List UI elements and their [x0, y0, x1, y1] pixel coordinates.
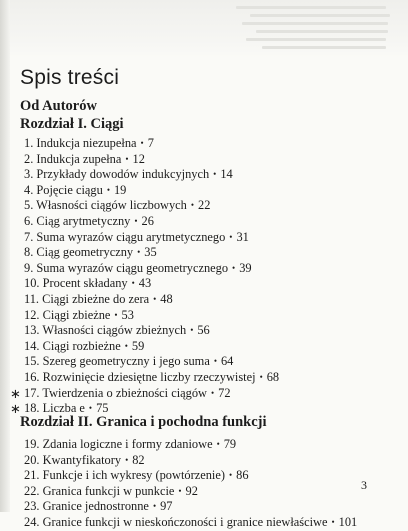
entry-page-number: 72 — [218, 385, 231, 400]
entry-page-number: 31 — [236, 229, 249, 244]
entry-page-number: 64 — [220, 354, 234, 369]
bullet-separator-icon: • — [178, 485, 182, 496]
entry-number: 23. — [24, 499, 40, 514]
entry-number: 14. — [24, 338, 40, 353]
bullet-separator-icon: • — [125, 454, 129, 465]
entry-page-number: 92 — [185, 483, 198, 498]
toc-title: Spis treści — [20, 66, 120, 89]
page-number: 3 — [361, 478, 367, 492]
entry-page-number: 53 — [121, 307, 134, 322]
toc-entry — [24, 167, 394, 183]
toc-entry — [24, 152, 394, 168]
bullet-separator-icon: • — [131, 278, 135, 289]
entry-number: 12. — [24, 307, 40, 322]
entry-number: 3. — [24, 167, 34, 182]
entry-page-number: 22 — [198, 198, 211, 213]
entry-number: 18. — [24, 401, 40, 416]
bullet-separator-icon: • — [229, 231, 233, 242]
bullet-separator-icon: • — [228, 470, 233, 481]
bullet-separator-icon: • — [232, 262, 236, 273]
entry-title: Indukcja zupełna — [36, 151, 122, 166]
bullet-separator-icon: • — [211, 387, 215, 398]
entry-title: Kwantyfikatory — [42, 452, 122, 467]
toc-entry — [24, 308, 394, 324]
entry-page-number: 19 — [113, 182, 127, 197]
bullet-separator-icon: • — [190, 325, 194, 336]
entry-page-number: 56 — [197, 323, 210, 338]
entry-page-number: 82 — [132, 452, 145, 467]
show-through-line — [246, 38, 386, 41]
chapter-1-entry-list — [10, 136, 394, 417]
entry-number: 17. — [24, 385, 40, 400]
bullet-separator-icon: • — [216, 439, 220, 449]
bullet-separator-icon: • — [106, 184, 110, 195]
entry-page-number: 12 — [132, 151, 145, 166]
entry-page-number: 48 — [160, 291, 173, 306]
bullet-separator-icon: • — [114, 309, 118, 320]
entry-title: Ciągi zbieżne do zera — [42, 291, 150, 306]
entry-page-number: 79 — [223, 437, 237, 451]
bullet-separator-icon: • — [140, 138, 144, 148]
toc-entry — [24, 261, 394, 277]
section-heading-preface: Od Autorów — [20, 98, 97, 114]
bullet-separator-icon: • — [213, 169, 217, 180]
entry-number: 9. — [24, 260, 34, 275]
bullet-separator-icon: • — [213, 356, 217, 367]
entry-title: Ciąg geometryczny — [36, 245, 134, 260]
entry-number: 13. — [24, 323, 40, 338]
entry-page-number: 7 — [147, 136, 154, 150]
toc-entry — [24, 370, 394, 386]
bullet-separator-icon: • — [88, 403, 93, 414]
entry-title: Zdania logiczne i formy zdaniowe — [42, 437, 213, 451]
entry-title: Ciąg arytmetyczny — [36, 213, 131, 228]
toc-entry — [24, 453, 394, 469]
toc-entry — [24, 515, 394, 531]
entry-title: Granice jednostronne — [42, 499, 149, 514]
entry-title: Rozwinięcie dziesiętne liczby rzeczywistej — [42, 369, 256, 384]
toc-entry — [24, 468, 394, 484]
entry-number: 19. — [24, 437, 40, 451]
entry-number: 20. — [24, 452, 40, 467]
entry-page-number: 43 — [138, 276, 152, 291]
entry-page-number: 68 — [266, 369, 280, 384]
show-through-line — [250, 14, 390, 17]
optional-topic-star-icon: ∗ — [10, 401, 21, 417]
toc-entry — [24, 339, 394, 355]
entry-title: Procent składany — [42, 276, 128, 291]
entry-title: Przykłady dowodów indukcyjnych — [36, 167, 210, 182]
entry-number: 16. — [24, 369, 40, 384]
toc-entry — [24, 198, 394, 214]
section-heading-chapter-2: Rozdział II. Granica i pochodna funkcji — [20, 414, 267, 430]
show-through-line — [256, 30, 388, 33]
toc-entry — [24, 499, 394, 515]
section-heading-chapter-1: Rozdział I. Ciągi — [20, 116, 124, 132]
toc-entry — [24, 484, 394, 500]
entry-number: 15. — [24, 354, 40, 369]
entry-title: Granice funkcji w nieskończoności i granice niewłaściwe — [42, 514, 328, 529]
entry-title: Funkcje i ich wykresy (powtórzenie) — [42, 468, 225, 483]
show-through-line — [236, 6, 386, 9]
show-through-line — [242, 22, 388, 25]
entry-number: 22. — [24, 483, 40, 498]
entry-title: Własności ciągów liczbowych — [36, 198, 187, 213]
bullet-separator-icon: • — [259, 371, 263, 382]
entry-title: Twierdzenia o zbieżności ciągów — [42, 385, 207, 400]
bullet-separator-icon: • — [190, 200, 195, 211]
entry-number: 8. — [24, 245, 34, 260]
bullet-separator-icon: • — [153, 293, 157, 304]
entry-number: 24. — [24, 514, 40, 529]
bullet-separator-icon: • — [124, 340, 128, 351]
entry-number: 2. — [24, 151, 34, 166]
entry-title: Szereg geometryczny i jego suma — [42, 354, 210, 369]
bullet-separator-icon: • — [152, 501, 157, 512]
optional-topic-star-icon: ∗ — [10, 385, 21, 401]
entry-number: 11. — [24, 291, 40, 306]
entry-number: 1. — [24, 136, 34, 150]
toc-entry — [24, 437, 394, 453]
entry-title: Pojęcie ciągu — [36, 182, 103, 197]
entry-page-number: 35 — [144, 245, 157, 260]
entry-page-number: 97 — [160, 499, 173, 514]
entry-page-number: 14 — [220, 167, 233, 182]
toc-entry — [24, 354, 394, 370]
toc-entry — [24, 292, 394, 308]
entry-number: 4. — [24, 182, 34, 197]
entry-title: Suma wyrazów ciągu arytmetycznego — [36, 229, 226, 244]
bullet-separator-icon: • — [134, 215, 138, 226]
toc-entry — [24, 183, 394, 199]
bullet-separator-icon: • — [137, 247, 141, 258]
toc-entry — [10, 385, 394, 402]
entry-title: Indukcja niezupełna — [36, 136, 137, 150]
toc-entry — [24, 276, 394, 292]
entry-page-number: 26 — [141, 213, 154, 228]
entry-title: Liczba e — [42, 401, 85, 416]
entry-number: 6. — [24, 213, 34, 228]
entry-title: Ciągi zbieżne — [42, 307, 111, 322]
entry-number: 21. — [24, 468, 40, 483]
entry-title: Suma wyrazów ciągu geometrycznego — [36, 260, 229, 275]
entry-title: Własności ciągów zbieżnych — [42, 323, 187, 338]
entry-number: 5. — [24, 198, 34, 213]
entry-page-number: 86 — [236, 468, 249, 483]
chapter-2-entry-list — [24, 437, 394, 531]
bullet-separator-icon: • — [125, 153, 129, 164]
entry-page-number: 39 — [239, 260, 252, 275]
entry-number: 7. — [24, 229, 34, 244]
toc-entry — [24, 230, 394, 246]
show-through-line — [262, 46, 386, 49]
show-through-text-area — [0, 0, 408, 58]
toc-entry — [24, 214, 394, 230]
toc-entry — [24, 136, 394, 152]
toc-entry — [24, 323, 394, 339]
page-gutter — [0, 0, 10, 512]
entry-page-number: 101 — [338, 514, 358, 529]
entry-page-number: 75 — [96, 401, 109, 416]
entry-title: Ciągi rozbieżne — [42, 338, 121, 353]
bullet-separator-icon: • — [331, 516, 335, 527]
entry-title: Granica funkcji w punkcie — [42, 483, 175, 498]
entry-number: 10. — [24, 276, 40, 291]
toc-entry — [24, 245, 394, 261]
entry-page-number: 59 — [131, 338, 145, 353]
